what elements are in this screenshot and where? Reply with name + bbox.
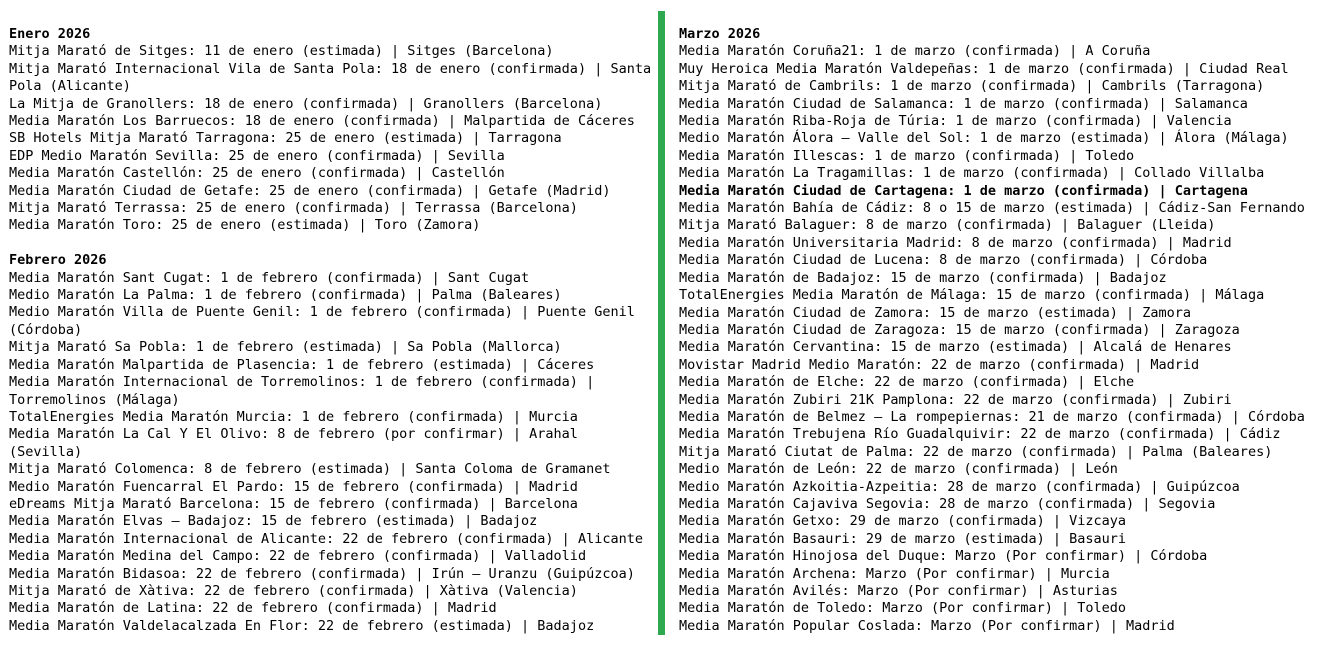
event-line: Media Maratón de Belmez – La rompepiernas: 21 de marzo (confirmada) | Córdoba bbox=[679, 408, 1305, 425]
vertical-divider bbox=[658, 11, 665, 635]
event-line: Media Maratón Ciudad de Getafe: 25 de enero (confirmada) | Getafe (Madrid) bbox=[9, 182, 611, 199]
month-heading-enero-2026: Enero 2026 bbox=[9, 26, 91, 42]
event-line: Media Maratón Cajaviva Segovia: 28 de marzo (confirmada) | Segovia bbox=[679, 495, 1216, 512]
column-right bbox=[679, 26, 1319, 635]
event-line: Mitja Marató Colomenca: 8 de febrero (estimada) | Santa Coloma de Gramanet bbox=[9, 461, 611, 478]
event-line: La Mitja de Granollers: 18 de enero (confirmada) | Granollers (Barcelona) bbox=[9, 95, 603, 112]
event-line: Media Maratón Popular Coslada: Marzo (Por confirmar) | Madrid bbox=[679, 617, 1175, 634]
event-line: Media Maratón Bahía de Cádiz: 8 o 15 de marzo (estimada) | Cádiz-San Fernando bbox=[679, 200, 1305, 217]
event-line: Media Maratón de Badajoz: 15 de marzo (confirmada) | Badajoz bbox=[679, 269, 1167, 286]
event-line: Media Maratón Illescas: 1 de marzo (confirmada) | Toledo bbox=[679, 147, 1135, 164]
month-section-enero-2026 bbox=[9, 26, 655, 235]
event-line: Mitja Marató de Sitges: 11 de enero (estimada) | Sitges (Barcelona) bbox=[9, 43, 554, 60]
event-line: Mitja Marató Internacional Vila de Santa Pola: 18 de enero (confirmada) | Santa Pola (Alicante) bbox=[9, 60, 652, 95]
event-line: Media Maratón Ciudad de Cartagena: 1 de marzo (confirmada) | Cartagena bbox=[679, 182, 1248, 199]
event-line: TotalEnergies Media Maratón de Málaga: 15 de marzo (confirmada) | Málaga bbox=[679, 287, 1265, 304]
event-line: Media Maratón Archena: Marzo (Por confirmar) | Murcia bbox=[679, 565, 1110, 582]
event-line: Media Maratón Ciudad de Lucena: 8 de marzo (confirmada) | Córdoba bbox=[679, 252, 1208, 269]
event-line: Media Maratón Avilés: Marzo (Por confirmar) | Asturias bbox=[679, 583, 1118, 599]
event-line: Media Maratón Riba-Roja de Túria: 1 de marzo (confirmada) | Valencia bbox=[679, 113, 1232, 130]
column-left bbox=[9, 26, 655, 635]
event-line: Media Maratón Toro: 25 de enero (estimada) | Toro (Zamora) bbox=[9, 217, 481, 234]
event-line: Medio Maratón La Palma: 1 de febrero (confirmada) | Palma (Baleares) bbox=[9, 287, 562, 304]
event-line: Media Maratón Valdelacalzada En Flor: 22 de febrero (estimada) | Badajoz bbox=[9, 617, 595, 634]
event-line: Media Maratón Elvas – Badajoz: 15 de febrero (estimada) | Badajoz bbox=[9, 513, 538, 530]
event-line: Media Maratón Sant Cugat: 1 de febrero (confirmada) | Sant Cugat bbox=[9, 269, 530, 286]
event-line: Movistar Madrid Medio Maratón: 22 de marzo (confirmada) | Madrid bbox=[679, 356, 1200, 373]
month-heading-marzo-2026: Marzo 2026 bbox=[679, 26, 761, 42]
event-line: Media Maratón Coruña21: 1 de marzo (confirmada) | A Coruña bbox=[679, 43, 1151, 60]
event-line: Medio Maratón Azkoitia-Azpeitia: 28 de marzo (confirmada) | Guipúzcoa bbox=[679, 478, 1240, 495]
event-line: Mitja Marató de Cambrils: 1 de marzo (confirmada) | Cambrils (Tarragona) bbox=[679, 78, 1265, 95]
month-heading-febrero-2026: Febrero 2026 bbox=[9, 252, 107, 269]
event-line: Media Maratón Hinojosa del Duque: Marzo (Por confirmar) | Córdoba bbox=[679, 548, 1208, 565]
event-line: Media Maratón Cervantina: 15 de marzo (estimada) | Alcalá de Henares bbox=[679, 339, 1232, 356]
event-line: Media Maratón Trebujena Río Guadalquivir: 22 de marzo (confirmada) | Cádiz bbox=[679, 426, 1281, 443]
event-line: Media Maratón Malpartida de Plasencia: 1 de febrero (estimada) | Cáceres bbox=[9, 356, 595, 373]
event-line: Media Maratón Zubiri 21K Pamplona: 22 de marzo (confirmada) | Zubiri bbox=[679, 391, 1232, 408]
event-line: Media Maratón Getxo: 29 de marzo (confirmada) | Vizcaya bbox=[679, 513, 1127, 530]
event-line: Mitja Marató de Xàtiva: 22 de febrero (confirmada) | Xàtiva (Valencia) bbox=[9, 582, 578, 599]
event-line: Mitja Marató Ciutat de Palma: 22 de marzo (confirmada) | Palma (Baleares) bbox=[679, 443, 1273, 460]
event-line: Mitja Marató Balaguer: 8 de marzo (confirmada) | Balaguer (Lleida) bbox=[679, 217, 1216, 234]
month-section-febrero-2026 bbox=[9, 252, 655, 635]
event-line: Media Maratón Bidasoa: 22 de febrero (confirmada) | Irún – Uranzu (Guipúzcoa) bbox=[9, 565, 635, 582]
event-line: Media Maratón La Tragamillas: 1 de marzo (confirmada) | Collado Villalba bbox=[679, 165, 1265, 182]
event-line: Media Maratón Internacional de Alicante: 22 de febrero (confirmada) | Alicante bbox=[9, 530, 643, 547]
event-line: Medio Maratón Villa de Puente Genil: 1 de febrero (confirmada) | Puente Genil (Córdoba) bbox=[9, 304, 635, 338]
month-section-marzo-2026 bbox=[679, 26, 1319, 635]
event-line: Media Maratón de Toledo: Marzo (Por confirmar) | Toledo bbox=[679, 600, 1127, 617]
event-line: Medio Maratón Fuencarral El Pardo: 15 de febrero (confirmada) | Madrid bbox=[9, 478, 578, 495]
event-line: Mitja Marató Sa Pobla: 1 de febrero (estimada) | Sa Pobla (Mallorca) bbox=[9, 339, 562, 356]
event-line: eDreams Mitja Marató Barcelona: 15 de febrero (confirmada) | Barcelona bbox=[9, 495, 578, 512]
event-line: Media Maratón Ciudad de Salamanca: 1 de marzo (confirmada) | Salamanca bbox=[679, 95, 1248, 112]
event-line: Media Maratón La Cal Y El Olivo: 8 de febrero (por confirmar) | Arahal (Sevilla) bbox=[9, 426, 578, 460]
event-line: Media Maratón de Elche: 22 de marzo (confirmada) | Elche bbox=[679, 374, 1135, 391]
event-line: Media Maratón Medina del Campo: 22 de febrero (confirmada) | Valladolid bbox=[9, 548, 587, 565]
event-line: Media Maratón Los Barruecos: 18 de enero (confirmada) | Malpartida de Cáceres bbox=[9, 113, 635, 130]
event-line: Media Maratón Internacional de Torremolinos: 1 de febrero (confirmada) | Torremolinos (Málaga) bbox=[9, 374, 595, 408]
event-line: Mitja Marató Terrassa: 25 de enero (confirmada) | Terrassa (Barcelona) bbox=[9, 200, 578, 217]
event-line: Media Maratón Ciudad de Zamora: 15 de marzo (estimada) | Zamora bbox=[679, 304, 1192, 321]
event-line: Media Maratón de Latina: 22 de febrero (confirmada) | Madrid bbox=[9, 600, 497, 617]
event-line: Medio Maratón de León: 22 de marzo (confirmada) | León bbox=[679, 461, 1118, 478]
event-line: TotalEnergies Media Maratón Murcia: 1 de febrero (confirmada) | Murcia bbox=[9, 408, 578, 425]
event-line: Media Maratón Castellón: 25 de enero (confirmada) | Castellón bbox=[9, 165, 505, 182]
event-line: SB Hotels Mitja Marató Tarragona: 25 de enero (estimada) | Tarragona bbox=[9, 130, 562, 147]
event-line: Medio Maratón Álora – Valle del Sol: 1 de marzo (estimada) | Álora (Málaga) bbox=[679, 130, 1289, 147]
event-line: Media Maratón Universitaria Madrid: 8 de marzo (confirmada) | Madrid bbox=[679, 234, 1232, 251]
event-line: Media Maratón Basauri: 29 de marzo (estimada) | Basauri bbox=[679, 530, 1127, 547]
event-line: Muy Heroica Media Maratón Valdepeñas: 1 de marzo (confirmada) | Ciudad Real bbox=[679, 60, 1289, 77]
event-line: EDP Medio Maratón Sevilla: 25 de enero (confirmada) | Sevilla bbox=[9, 147, 505, 164]
event-line: Media Maratón Ciudad de Zaragoza: 15 de marzo (confirmada) | Zaragoza bbox=[679, 321, 1240, 338]
